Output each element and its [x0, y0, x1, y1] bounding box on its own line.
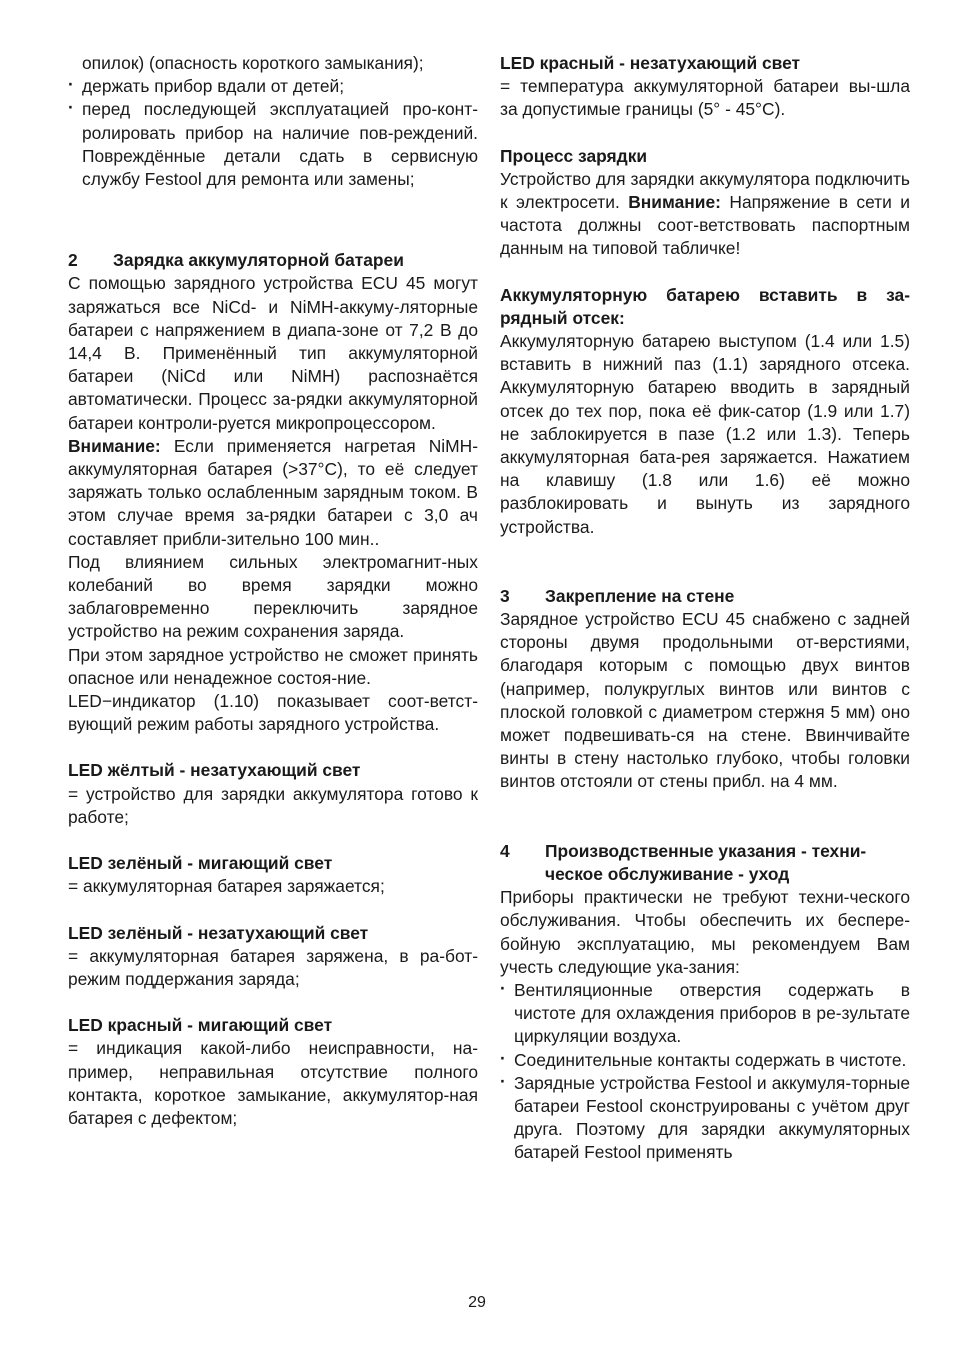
- left-column: [68, 52, 478, 1130]
- paragraph: Под влиянием сильных электромагнит-ных колебаний во время зарядки можно заблаговременно переключить зарядное устройство на режим сохранения заряда.: [68, 551, 478, 642]
- charging-title: Процесс зарядки: [500, 145, 648, 166]
- section-2-heading: [68, 249, 478, 272]
- section-title: Производственные указания - техни-ческое обслуживание - уход: [545, 840, 867, 884]
- warning-text: Если применяется нагретая NiMH-аккумуляторная батарея (>37°C), то её следует заряжать только ослабленным зарядным током. В этом случае время за-рядки батареи с 3,0 ач составляет прибли-зительно 100 мин..: [68, 435, 478, 549]
- section-title: Закрепление на стене: [545, 585, 735, 606]
- list-item: · держать прибор вдали от детей;: [68, 75, 478, 98]
- led-red-blink-title: LED красный - мигающий свет: [68, 1015, 333, 1036]
- led-green-blink-text: = аккумуляторная батарея заряжается;: [68, 876, 385, 897]
- section-4-heading: [500, 840, 910, 886]
- charging-text-part: Напряжение в сети и частота должны соот-ветствовать паспортным данным на типовой табличке!: [500, 192, 911, 259]
- list-item: · перед последующей эксплуатацией про-конт-ролировать прибор на наличие пов-реждений. Повреждённые детали сдать в сервисную службу Festool для ремонта или замены;: [68, 98, 478, 191]
- section-number: 2: [68, 250, 78, 271]
- paragraph: При этом зарядное устройство не сможет принять опасное или ненадежное состоя-ние.: [68, 644, 478, 688]
- led-yellow-title: LED жёлтый - незатухающий свет: [68, 760, 361, 781]
- led-green-steady-title: LED зелёный - незатухающий свет: [68, 922, 369, 943]
- list-item: · Соединительные контакты содержать в чистоте.: [500, 1049, 910, 1072]
- led-yellow-text: = устройство для зарядки аккумулятора готово к работе;: [68, 783, 478, 827]
- led-red-blink-text: = индикация какой-либо неисправности, на-пример, неправильная отсутствие полного контакта, короткое замыкание, аккумулятор-ная батарея с дефектом;: [68, 1038, 478, 1128]
- paragraph: LED−индикатор (1.10) показывает соот-ветст-вующий режим работы зарядного устройства.: [68, 691, 478, 735]
- paragraph: С помощью зарядного устройства ECU 45 могут заряжаться все NiCd- и NiMH-аккуму-ляторные батареи с напряжением в диапа-зоне от 7,2 В до 14,4 В. Применённый тип аккумуляторной батареи (NiCd или NiMH) распознаётся автоматически. Процесс за-рядки аккумуляторной батареи контроли-руется микропроцессором.: [68, 273, 478, 433]
- paragraph: Приборы практически не требуют техни-ческого обслуживания. Чтобы обеспечить их беспере-бойную эксплуатацию, мы рекомендуем Вам учесть следующие ука-зания:: [500, 887, 910, 977]
- charging-text-part: Устройство для зарядки аккумулятора подключить к электросети.: [500, 168, 910, 213]
- page-number: 29: [468, 1294, 486, 1311]
- paragraph: [68, 435, 478, 551]
- led-green-blink-title: LED зелёный - мигающий свет: [68, 853, 333, 874]
- section-title: Зарядка аккумуляторной батареи: [113, 250, 404, 271]
- led-red-steady-text: = температура аккумуляторной батареи вы-шла за допустимые границы (5° - 45°C).: [500, 76, 910, 120]
- charging-text: [500, 168, 910, 261]
- right-column: [500, 52, 910, 1165]
- led-red-steady-title: LED красный - незатухающий свет: [500, 53, 801, 73]
- paragraph: Зарядное устройство ECU 45 снабжено с задней стороны двумя продольными от-верстиями, благодаря которым с помощью двух винтов (например, полукруглых винтов или винтов с плоской головкой с диаметром стержня 5 мм) оно может подвешивать-ся на стене. Ввинчивайте винты в стену настолько глубоко, чтобы головки винтов отстояли от стены прибл. на 4 мм.: [500, 609, 910, 792]
- insert-battery-title: Аккумуляторную батарею вставить в за-рядный отсек:: [500, 284, 910, 328]
- led-green-steady-text: = аккумуляторная батарея заряжена, в ра-бот- режим поддержания заряда;: [68, 945, 478, 989]
- section-number: 3: [500, 585, 510, 606]
- warning-label: Внимание:: [68, 435, 161, 456]
- intro-continuation: опилок) (опасность короткого замыкания);: [82, 53, 424, 73]
- insert-battery-text: Аккумуляторную батарею выступом (1.4 или 1.5) вставить в нижний паз (1.1) зарядного отсека. Аккумуляторную батарею вводить в зарядный отсек до тех пор, пока её фик-сатор (1.9 или 1.7) не заблокируется в пазе (1.2 или 1.3). Теперь аккумуляторная бата-рея заряжается. Нажатием на клавишу (1.8 или 1.6) её можно разблокировать и вынуть из зарядного устройства.: [500, 331, 910, 537]
- section-number: 4: [500, 840, 510, 861]
- list-item: · Зарядные устройства Festool и аккумуля-торные батареи Festool сконструированы с учётом друг друга. Поэтому для зарядки аккумуляторных батарей Festool применять: [500, 1072, 910, 1165]
- warning-label: Внимание:: [628, 192, 721, 213]
- maintenance-bullet-list: [500, 979, 910, 1165]
- section-3-heading: [500, 585, 910, 608]
- list-item: · Вентиляционные отверстия содержать в чистоте для охлаждения приборов в ре-зультате циркуляции воздуха.: [500, 979, 910, 1049]
- safety-bullet-list: [68, 75, 478, 191]
